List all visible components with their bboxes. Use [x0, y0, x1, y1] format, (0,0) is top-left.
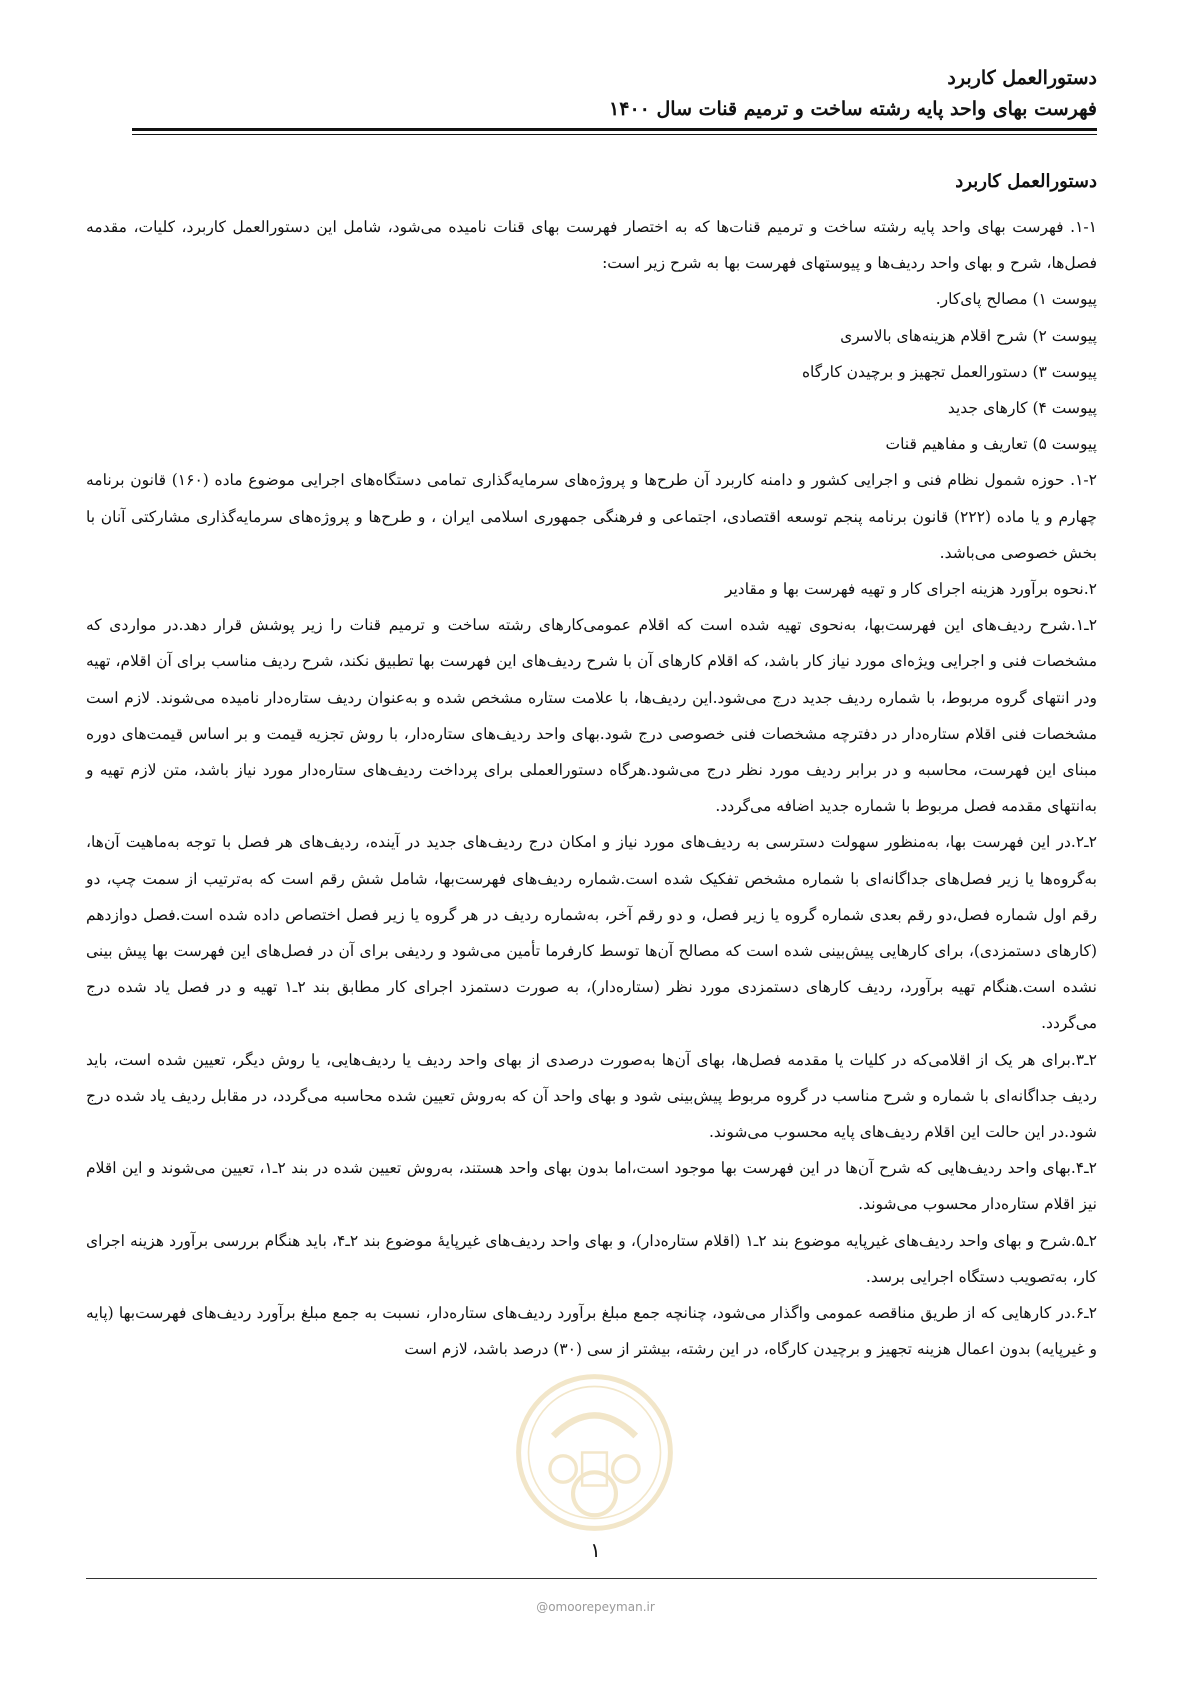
appendix-item-1: پیوست ۱) مصالح پای‌کار.: [935, 290, 1097, 309]
header-line-2: فهرست بهای واحد پایه رشته ساخت و ترمیم قنات سال ۱۴۰۰: [609, 98, 1097, 120]
appendix-item-3: پیوست ۳) دستورالعمل تجهیز و برچیدن کارگاه: [801, 362, 1097, 381]
appendix-item-2: پیوست ۲) شرح اقلام هزینه‌های بالاسری: [840, 326, 1097, 345]
paragraph-1-2: ۱-۲. حوزه شمول نظام فنی و اجرایی کشور و دامنه کاربرد آن طرح‌ها و پروژه‌های سرمایه‌گذاری تمامی دستگاه‌های اجرایی موضوع ماده (۱۶۰) قانون برنامه چهارم و یا ماده (۲۲۲) قانون برنامه پنجم توسعه اقتصادی، اجتماعی و فرهنگی جمهوری اسلامی ایران ، و طرح‌ها و پروژه‌های سرمایه‌گذاری مشارکتی آنان با بخش خصوصی می‌باشد.: [86, 471, 1097, 562]
header-rule-thick: [132, 128, 1097, 131]
header-line-1: دستورالعمل کاربرد: [947, 67, 1097, 89]
paragraph-2-6: ۲ـ۶.در کارهایی که از طریق مناقصه عمومی واگذار می‌شود، چنانچه جمع مبلغ برآورد ردیف‌های ستاره‌دار، نسبت به جمع مبلغ برآورد ردیف‌های فهرست‌بها (پایه و غیرپایه) بدون اعمال هزینه تجهیز و برچیدن کارگاه، در این رشته، بیشتر از سی (۳۰) درصد باشد، لازم است: [86, 1304, 1097, 1359]
appendix-item-5: پیوست ۵) تعاریف و مفاهیم قنات: [885, 435, 1097, 454]
paragraph-2-3: ۲ـ۳.برای هر یک از اقلامی‌که در کلیات یا مقدمه فصل‌ها، بهای آن‌ها به‌صورت درصدی از بهای واحد ردیف یا ردیف‌هایی، یا روش دیگر، تعیین شده است، باید ردیف جداگانه‌ای با شماره و شرح مناسب در گروه مربوط پیش‌بینی شود و بهای واحد آن که به‌روش تعیین شده محاسبه می‌گردد، در مقابل ردیف یاد شده درج شود.در این حالت این اقلام ردیف‌های پایه محسوب می‌شوند.: [86, 1050, 1097, 1142]
paragraph-2-4: ۲ـ۴.بهای واحد ردیف‌هایی که شرح آن‌ها در این فهرست بها موجود است،اما بدون بهای واحد هستند، به‌روش تعیین شده در بند ۲ـ۱، تعیین می‌شوند و این اقلام نیز اقلام ستاره‌دار محسوب می‌شوند.: [86, 1159, 1097, 1214]
footer-url: @omoorepeyman.ir: [536, 1600, 655, 1614]
section-title: دستورالعمل کاربرد: [955, 171, 1097, 192]
appendix-item-4: پیوست ۴) کارهای جدید: [947, 399, 1097, 418]
watermark-seal: [512, 1370, 677, 1535]
paragraph-2-5: ۲ـ۵.شرح و بهای واحد ردیف‌های غیرپایه موضوع بند ۲ـ۱ (اقلام ستاره‌دار)، و بهای واحد ردیف‌های غیرپایهٔ موضوع بند ۲ـ۴، باید هنگام بررسی برآورد هزینه اجرای کار، به‌تصویب دستگاه اجرایی برسد.: [86, 1231, 1097, 1286]
header-rule-thin: [132, 134, 1097, 135]
paragraph-2-1: ۲ـ۱.شرح ردیف‌های این فهرست‌بها، به‌نحوی تهیه شده است که اقلام عمومی‌کارهای رشته ساخت و ترمیم قنات را زیر پوشش قرار دهد.در مواردی که مشخصات فنی و اجرایی ویژه‌ای مورد نیاز کار باشد، که اقلام کارهای آن با شرح ردیف‌های این فهرست بها تطبیق نکند، شرح ردیف مناسب برای آن اقلام، تهیه ودر انتهای گروه مربوط، با شماره ردیف جدید درج می‌شود.این ردیف‌ها، با علامت ستاره مشخص شده و به‌عنوان ردیف ستاره‌دار نامیده می‌شوند. لازم است مشخصات فنی اقلام ستاره‌دار در دفترچه مشخصات فنی خصوصی درج شود.بهای واحد ردیف‌های ستاره‌دار، با روش تجزیه قیمت و بر اساس قیمت‌های دوره مبنای این فهرست، محاسبه و در برابر ردیف مورد نظر درج می‌شود.هرگاه دستورالعملی برای پرداخت ردیف‌های ستاره‌دار مورد نیاز باشد، متن لازم تهیه و به‌انتهای مقدمه فصل مربوط با شماره جدید اضافه می‌گردد.: [86, 616, 1098, 816]
page-number: ۱: [590, 1538, 601, 1562]
footer-rule: [86, 1578, 1097, 1579]
page-body: [86, 165, 1097, 1368]
section-2-heading: ۲.نحوه برآورد هزینه اجرای کار و تهیه فهرست بها و مقادیر: [724, 580, 1097, 599]
page-header: [132, 62, 1097, 124]
paragraph-2-2: ۲ـ۲.در این فهرست بها، به‌منظور سهولت دسترسی به ردیف‌های مورد نیاز و امکان درج ردیف‌های جدید در آینده، ردیف‌های هر فصل با توجه به‌ماهیت آن‌ها، به‌گروه‌ها یا زیر فصل‌های جداگانه‌ای با شماره مشخص تفکیک شده است.شماره ردیف‌های فهرست‌بها، شامل شش رقم است که به‌ترتیب از سمت چپ، دو رقم اول شماره فصل،دو رقم بعدی شماره گروه یا زیر فصل، و دو رقم آخر، به‌شماره ردیف در هر گروه یا زیر فصل اختصاص داده شده است.فصل دوازدهم (کارهای دستمزدی)، برای کارهایی پیش‌بینی شده است که مصالح آن‌ها توسط کارفرما تأمین می‌شود و ردیفی برای آن در فصل‌های این فهرست بها پیش بینی نشده است.هنگام تهیه برآورد، ردیف کارهای دستمزدی مورد نظر (ستاره‌دار)، به صورت دستمزد اجرای کار مطابق بند ۲ـ۱ تهیه و در فصل یاد شده درج می‌گردد.: [86, 833, 1097, 1033]
paragraph-1-1: ۱-۱. فهرست بهای واحد پایه رشته ساخت و ترمیم قنات‌ها که به اختصار فهرست بهای قنات نامیده می‌شود، شامل این دستورالعمل کاربرد، کلیات، مقدمه فصل‌ها، شرح و بهای واحد ردیف‌ها و پیوستهای فهرست بها به شرح زیر است:: [86, 218, 1097, 273]
